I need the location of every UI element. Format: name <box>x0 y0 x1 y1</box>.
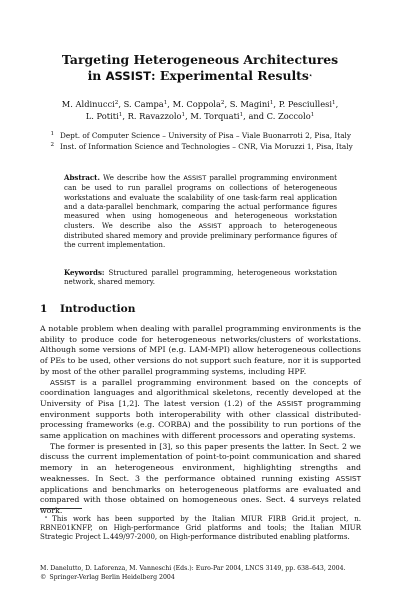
body-text-span: applications and benchmarks on heterogeneous platforms are evaluated and compared with those obtained on homogeneous ones. Sect. 4 surveys related work. <box>40 484 361 515</box>
paper-title <box>40 52 360 84</box>
body-assist-name: ASSIST <box>335 473 362 483</box>
keywords-text: Structured parallel programming, heterogeneous workstation network, shared memory. <box>64 268 337 287</box>
footnote-divider <box>40 508 82 509</box>
affiliation-2: 2 Inst. of Information Science and Technologies – CNR, Via Moruzzi 1, Pisa, Italy <box>50 142 353 151</box>
abstract-assist-name: ASSIST <box>183 174 207 182</box>
author-affil-sup: 1 <box>118 112 123 119</box>
author-name: L. Potiti <box>85 111 119 122</box>
title-line-1: Targeting Heterogeneous Architectures <box>61 52 339 67</box>
citation-line-2 <box>40 573 370 582</box>
abstract-text: parallel programming environment can be used to run parallel programs on collections of heterogeneous workstations and evaluate the scalability of one task-farm real application and a data-parallel benchmark, comparing the actual performance figures measured when using homogeneous and heterogeneous workstation clusters. We describe also the <box>64 173 337 230</box>
author-name: S. Magini <box>229 99 270 109</box>
affiliation-text: Inst. of Information Science and Technologies – CNR, Via Moruzzi 1, Pisa, Italy <box>60 142 353 151</box>
body-assist-name: ASSIST <box>276 398 303 408</box>
author-name: M. Coppola <box>172 99 221 109</box>
title-footnote-marker: ⋆ <box>308 73 313 79</box>
citation-publisher: Springer-Verlag Berlin Heidelberg 2004 <box>49 574 175 582</box>
title-line-2-prefix: in <box>87 68 106 83</box>
title-line-2-suffix: : Experimental Results <box>151 68 309 83</box>
keywords-label: Keywords: <box>64 268 105 277</box>
body-paragraph-1: A notable problem when dealing with parallel programming environments is the ability to produce code for heterogeneous networks/clusters of workstations. Although some versions of MPI (e.g. LAM-MPI) allow heterogeneous collections of PEs to be used, other versions do not support such feature, nor it is supported by most of the other parallel programming systems, including HPF. <box>40 324 361 376</box>
author-affil-sup: 1 <box>332 100 336 106</box>
abstract-assist-name: ASSIST <box>198 221 222 230</box>
footnote: ⋆ This work has been supported by the Italian MIUR FIRB Grid.it project, n. RBNE01KNFP, on High-performance Grid platforms and tools; the Italian MIUR Strategic Project L.449/97-2000, on High-performance distributed enabling platforms. <box>40 514 361 542</box>
body-text-span: programming environment supports both interoperability with other classical distributed-processing frameworks (e.g. CORBA) and the possibility to run portions of the same application on machines with different processors and operating systems. <box>40 398 361 441</box>
author-name: S. Campa <box>123 99 164 109</box>
author-affil-sup: 1 <box>163 100 168 106</box>
section-title: Introduction <box>60 303 136 315</box>
author-name: M. Torquati <box>190 111 240 122</box>
author-affil-sup: 1 <box>181 112 186 119</box>
author-name: and C. Zoccolo <box>248 111 311 122</box>
author-line-1: M. Aldinucci$^2$, S. Campa$^1$, M. Coppola$^2$, S. Magini$^1$, P. Pesciullesi$^1$, <box>61 99 339 109</box>
keywords <box>64 268 337 287</box>
section-number: 1 <box>40 303 48 315</box>
body-paragraph-3 <box>40 442 361 517</box>
author-affil-sup: 2 <box>114 100 119 106</box>
citation-line-1: M. Danelutto, D. Laforenza, M. Vanneschi (Eds.): Euro-Par 2004, LNCS 3149, pp. 638–643, 2004. <box>40 565 346 572</box>
title-assist-name: ASSIST <box>105 69 152 83</box>
body-assist-name: ASSIST <box>50 377 76 387</box>
abstract <box>64 173 337 250</box>
citation-block <box>40 565 370 583</box>
author-affil-sup: 1 <box>269 100 274 106</box>
section-heading <box>40 303 135 315</box>
body-text-span: is a parallel programming environment based on the concepts of coordination languages and algorithmical skeletons, recently developed at the University of Pisa [1,2]. The latest version (1.2) of the <box>40 377 361 408</box>
author-name: R. Ravazzolo <box>127 111 182 122</box>
author-affil-sup: 1 <box>239 112 244 119</box>
author-name: M. Aldinucci <box>61 99 115 109</box>
author-affil-sup: 2 <box>220 100 225 106</box>
body-text <box>40 324 361 517</box>
author-line-2: L. Potiti$^1$, R. Ravazzolo$^1$, M. Torquati$^1$, and C. Zoccolo$^1$ <box>85 111 315 122</box>
affiliation-text: Dept. of Computer Science – University of Pisa – Viale Buonarroti 2, Pisa, Italy <box>60 131 352 140</box>
affiliation-1: 1 Dept. of Computer Science – University of Pisa – Viale Buonarroti 2, Pisa, Italy <box>50 131 352 140</box>
author-affil-sup: 1 <box>310 112 315 119</box>
author-name: P. Pesciullesi <box>278 99 333 109</box>
copyright-icon: © <box>40 573 47 582</box>
author-list <box>40 98 360 122</box>
footnote-text: This work has been supported by the Italian MIUR FIRB Grid.it project, n. RBNE01KNFP, on High-performance Grid platforms and tools; the Italian MIUR Strategic Project L.449/97-2000, on High-performance distributed enabling platforms. <box>40 514 361 542</box>
body-paragraph-2 <box>40 378 361 442</box>
abstract-text: We describe how the <box>103 173 181 182</box>
body-text-span: The former is presented in [3], so this paper presents the latter. In Sect. 2 we discuss the current implementation of point-to-point communication and shared memory in an heterogeneous environment, highlighting strengths and weaknesses. In Sect. 3 the performance obtained running existing <box>40 441 361 483</box>
abstract-text: approach to heterogeneous distributed shared memory and provide preliminary performance figures of the current implementation. <box>64 220 337 250</box>
abstract-label: Abstract. <box>64 173 100 182</box>
